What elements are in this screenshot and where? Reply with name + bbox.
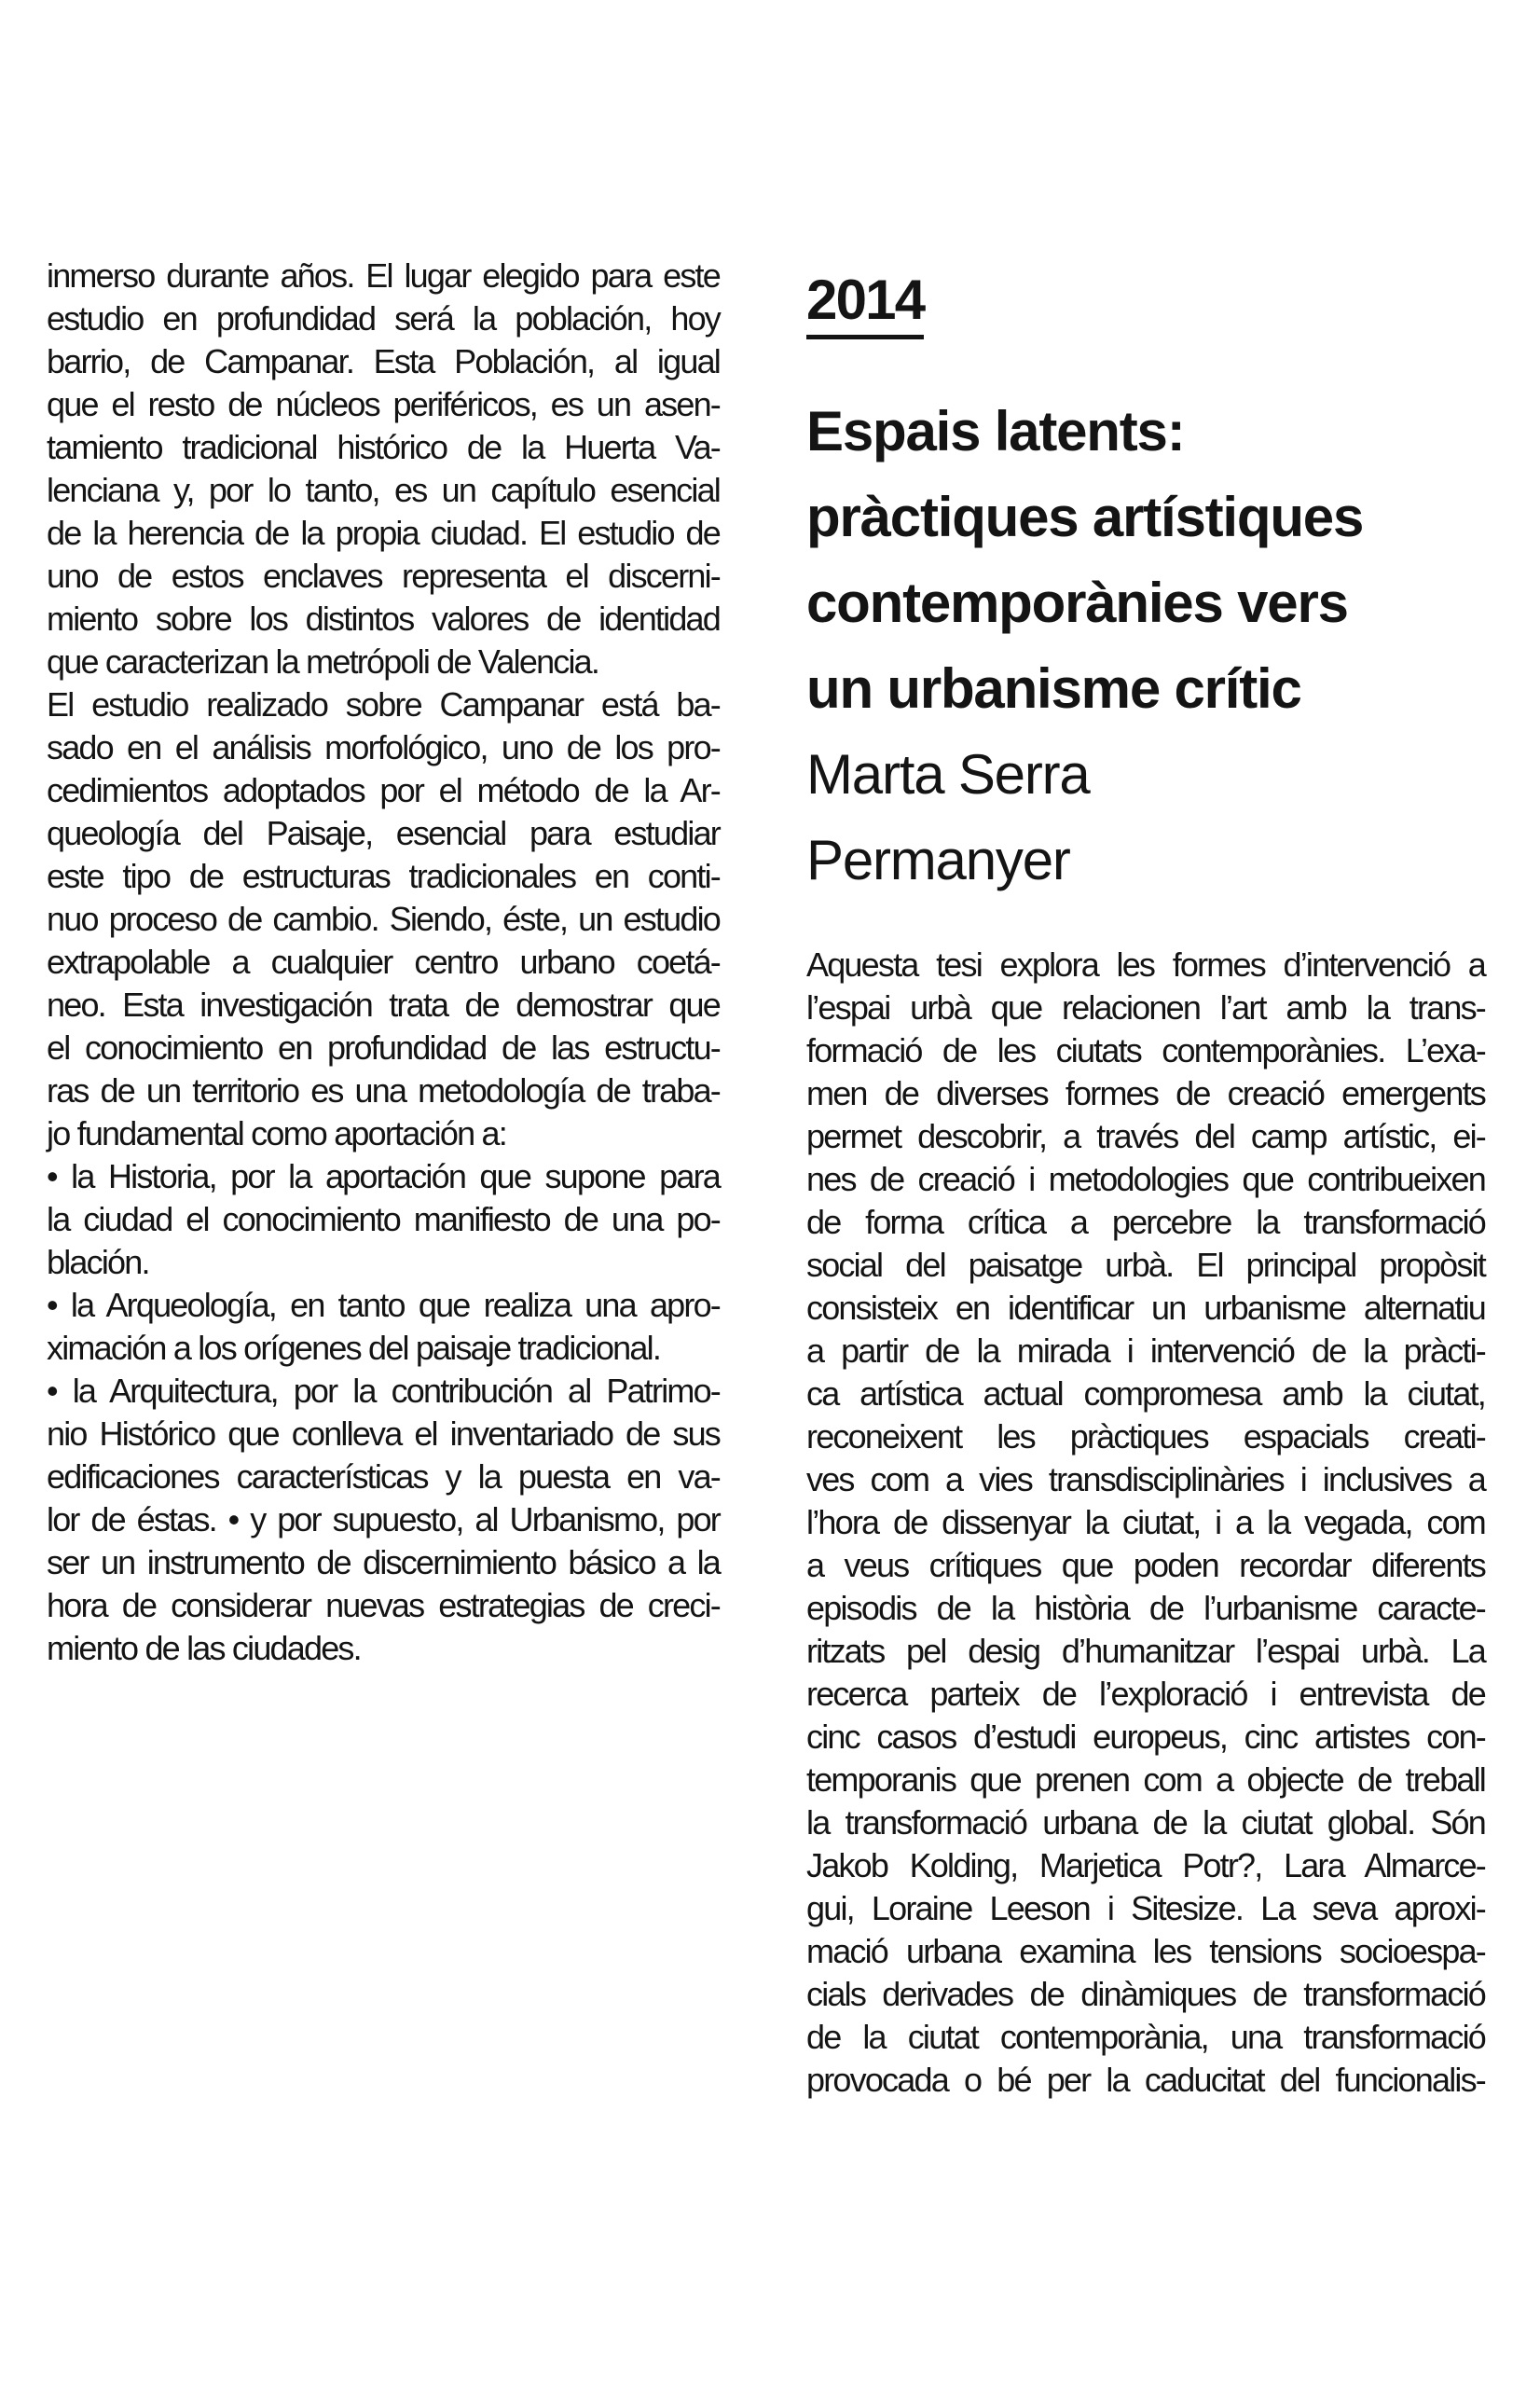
text-line: queología del Paisaje, esencial para estudiar [47, 814, 720, 852]
text-line: gui, Loraine Leeson i Sitesize. La seva aproxi- [806, 1889, 1485, 1927]
text-line: nuo proceso de cambio. Siendo, éste, un estudio [47, 900, 720, 938]
text-line: Marta Serra [806, 743, 1090, 806]
text-line: ximación a los orígenes del paisaje tradicional. [47, 1329, 661, 1367]
text-line: nio Histórico que conlleva el inventariado de sus [47, 1414, 720, 1453]
text-line: este tipo de estructuras tradicionales en conti- [47, 857, 720, 895]
text-line: la transformació urbana de la ciutat global. Són [806, 1803, 1485, 1842]
text-line: ritzats pel desig d’humanitzar l’espai urbà. La [806, 1632, 1485, 1670]
text-line: • la Historia, por la aportación que supone para [47, 1157, 720, 1195]
text-line: uno de estos enclaves representa el discerni- [47, 557, 720, 595]
text-line: ser un instrumento de discernimiento básico a la [47, 1543, 720, 1581]
right-column-text [806, 944, 1485, 2102]
text-line: mació urbana examina les tensions socioespa- [806, 1932, 1485, 1970]
text-line: lor de éstas. • y por supuesto, al Urbanismo, por [47, 1500, 720, 1538]
text-line: cinc casos d’estudi europeus, cinc artistes con- [806, 1718, 1485, 1756]
article-header [806, 389, 1515, 904]
text-line: blación. [47, 1243, 149, 1281]
text-line: sado en el análisis morfológico, uno de los pro- [47, 728, 720, 766]
text-line: a partir de la mirada i intervenció de la pràcti- [806, 1331, 1485, 1370]
text-line: el conocimiento en profundidad de las estructu- [47, 1028, 720, 1067]
text-line: reconeixent les pràctiques espacials creati- [806, 1417, 1485, 1456]
text-line: de forma crítica a percebre la transformació [806, 1203, 1485, 1241]
text-line: l’espai urbà que relacionen l’art amb la trans- [806, 988, 1485, 1027]
text-line: consisteix en identificar un urbanisme alternatiu [806, 1289, 1485, 1327]
text-line: hora de considerar nuevas estrategias de creci- [47, 1586, 720, 1624]
text-line: formació de les ciutats contemporànies. L’exa- [806, 1031, 1485, 1069]
text-line: El estudio realizado sobre Campanar está ba- [47, 685, 720, 724]
text-line: • la Arquitectura, por la contribución al Patrimo- [47, 1372, 720, 1410]
text-line: jo fundamental como aportación a: [47, 1114, 506, 1152]
text-line: un urbanisme crític [806, 657, 1301, 720]
text-line: temporanis que prenen com a objecte de treball [806, 1760, 1485, 1799]
left-column-text [47, 255, 720, 1670]
text-line: nes de creació i metodologies que contribueixen [806, 1160, 1485, 1198]
text-line: tamiento tradicional histórico de la Huerta Va- [47, 428, 720, 466]
text-line: recerca parteix de l’exploració i entrevista de [806, 1675, 1485, 1713]
text-line: cials derivades de dinàmiques de transformació [806, 1975, 1485, 2013]
text-line: ca artística actual compromesa amb la ciutat, [806, 1374, 1485, 1413]
year-heading-block [806, 269, 925, 339]
text-line: Jakob Kolding, Marjetica Potr?, Lara Almarce- [806, 1846, 1485, 1884]
article-author [806, 732, 1515, 904]
text-line: ves com a vies transdisciplinàries i inclusives a [806, 1460, 1485, 1498]
text-line: miento sobre los distintos valores de identidad [47, 600, 720, 638]
text-line: l’hora de dissenyar la ciutat, i a la vegada, com [806, 1503, 1485, 1541]
text-line: estudio en profundidad será la población, hoy [47, 299, 720, 338]
text-line: barrio, de Campanar. Esta Población, al igual [47, 342, 720, 380]
text-line: que caracterizan la metrópoli de Valencia. [47, 642, 599, 681]
text-line: inmerso durante años. El lugar elegido para este [47, 256, 720, 295]
text-line: • la Arqueología, en tanto que realiza una apro- [47, 1286, 720, 1324]
text-line: Aquesta tesi explora les formes d’intervenció a [806, 945, 1485, 984]
text-line: neo. Esta investigación trata de demostrar que [47, 986, 720, 1024]
article-title [806, 389, 1515, 732]
text-line: cedimientos adoptados por el método de la Ar- [47, 771, 720, 809]
text-line: lenciana y, por lo tanto, es un capítulo esencial [47, 471, 720, 509]
text-line: la ciudad el conocimiento manifiesto de una po- [47, 1200, 720, 1238]
text-line: permet descobrir, a través del camp artístic, ei- [806, 1117, 1485, 1155]
text-line: miento de las ciudades. [47, 1629, 361, 1667]
year-heading: 2014 [806, 272, 924, 339]
text-line: edificaciones características y la puesta en va- [47, 1457, 720, 1496]
text-line: pràctiques artístiques [806, 486, 1364, 548]
text-line: episodis de la història de l’urbanisme caracte- [806, 1589, 1485, 1627]
text-line: a veus crítiques que poden recordar diferents [806, 1546, 1485, 1584]
text-line: ras de un territorio es una metodología de traba- [47, 1071, 720, 1110]
text-line: provocada o bé per la caducitat del funcionalis- [806, 2061, 1485, 2099]
text-line: social del paisatge urbà. El principal propòsit [806, 1246, 1485, 1284]
text-line: contemporànies vers [806, 572, 1348, 634]
text-line: extrapolable a cualquier centro urbano coetá- [47, 943, 720, 981]
text-line: Permanyer [806, 829, 1070, 891]
text-line: que el resto de núcleos periféricos, es un asen- [47, 385, 720, 423]
text-line: de la herencia de la propia ciudad. El estudio de [47, 514, 720, 552]
text-line: men de diverses formes de creació emergents [806, 1074, 1485, 1112]
text-line: de la ciutat contemporània, una transformació [806, 2018, 1485, 2056]
text-line: Espais latents: [806, 400, 1185, 462]
